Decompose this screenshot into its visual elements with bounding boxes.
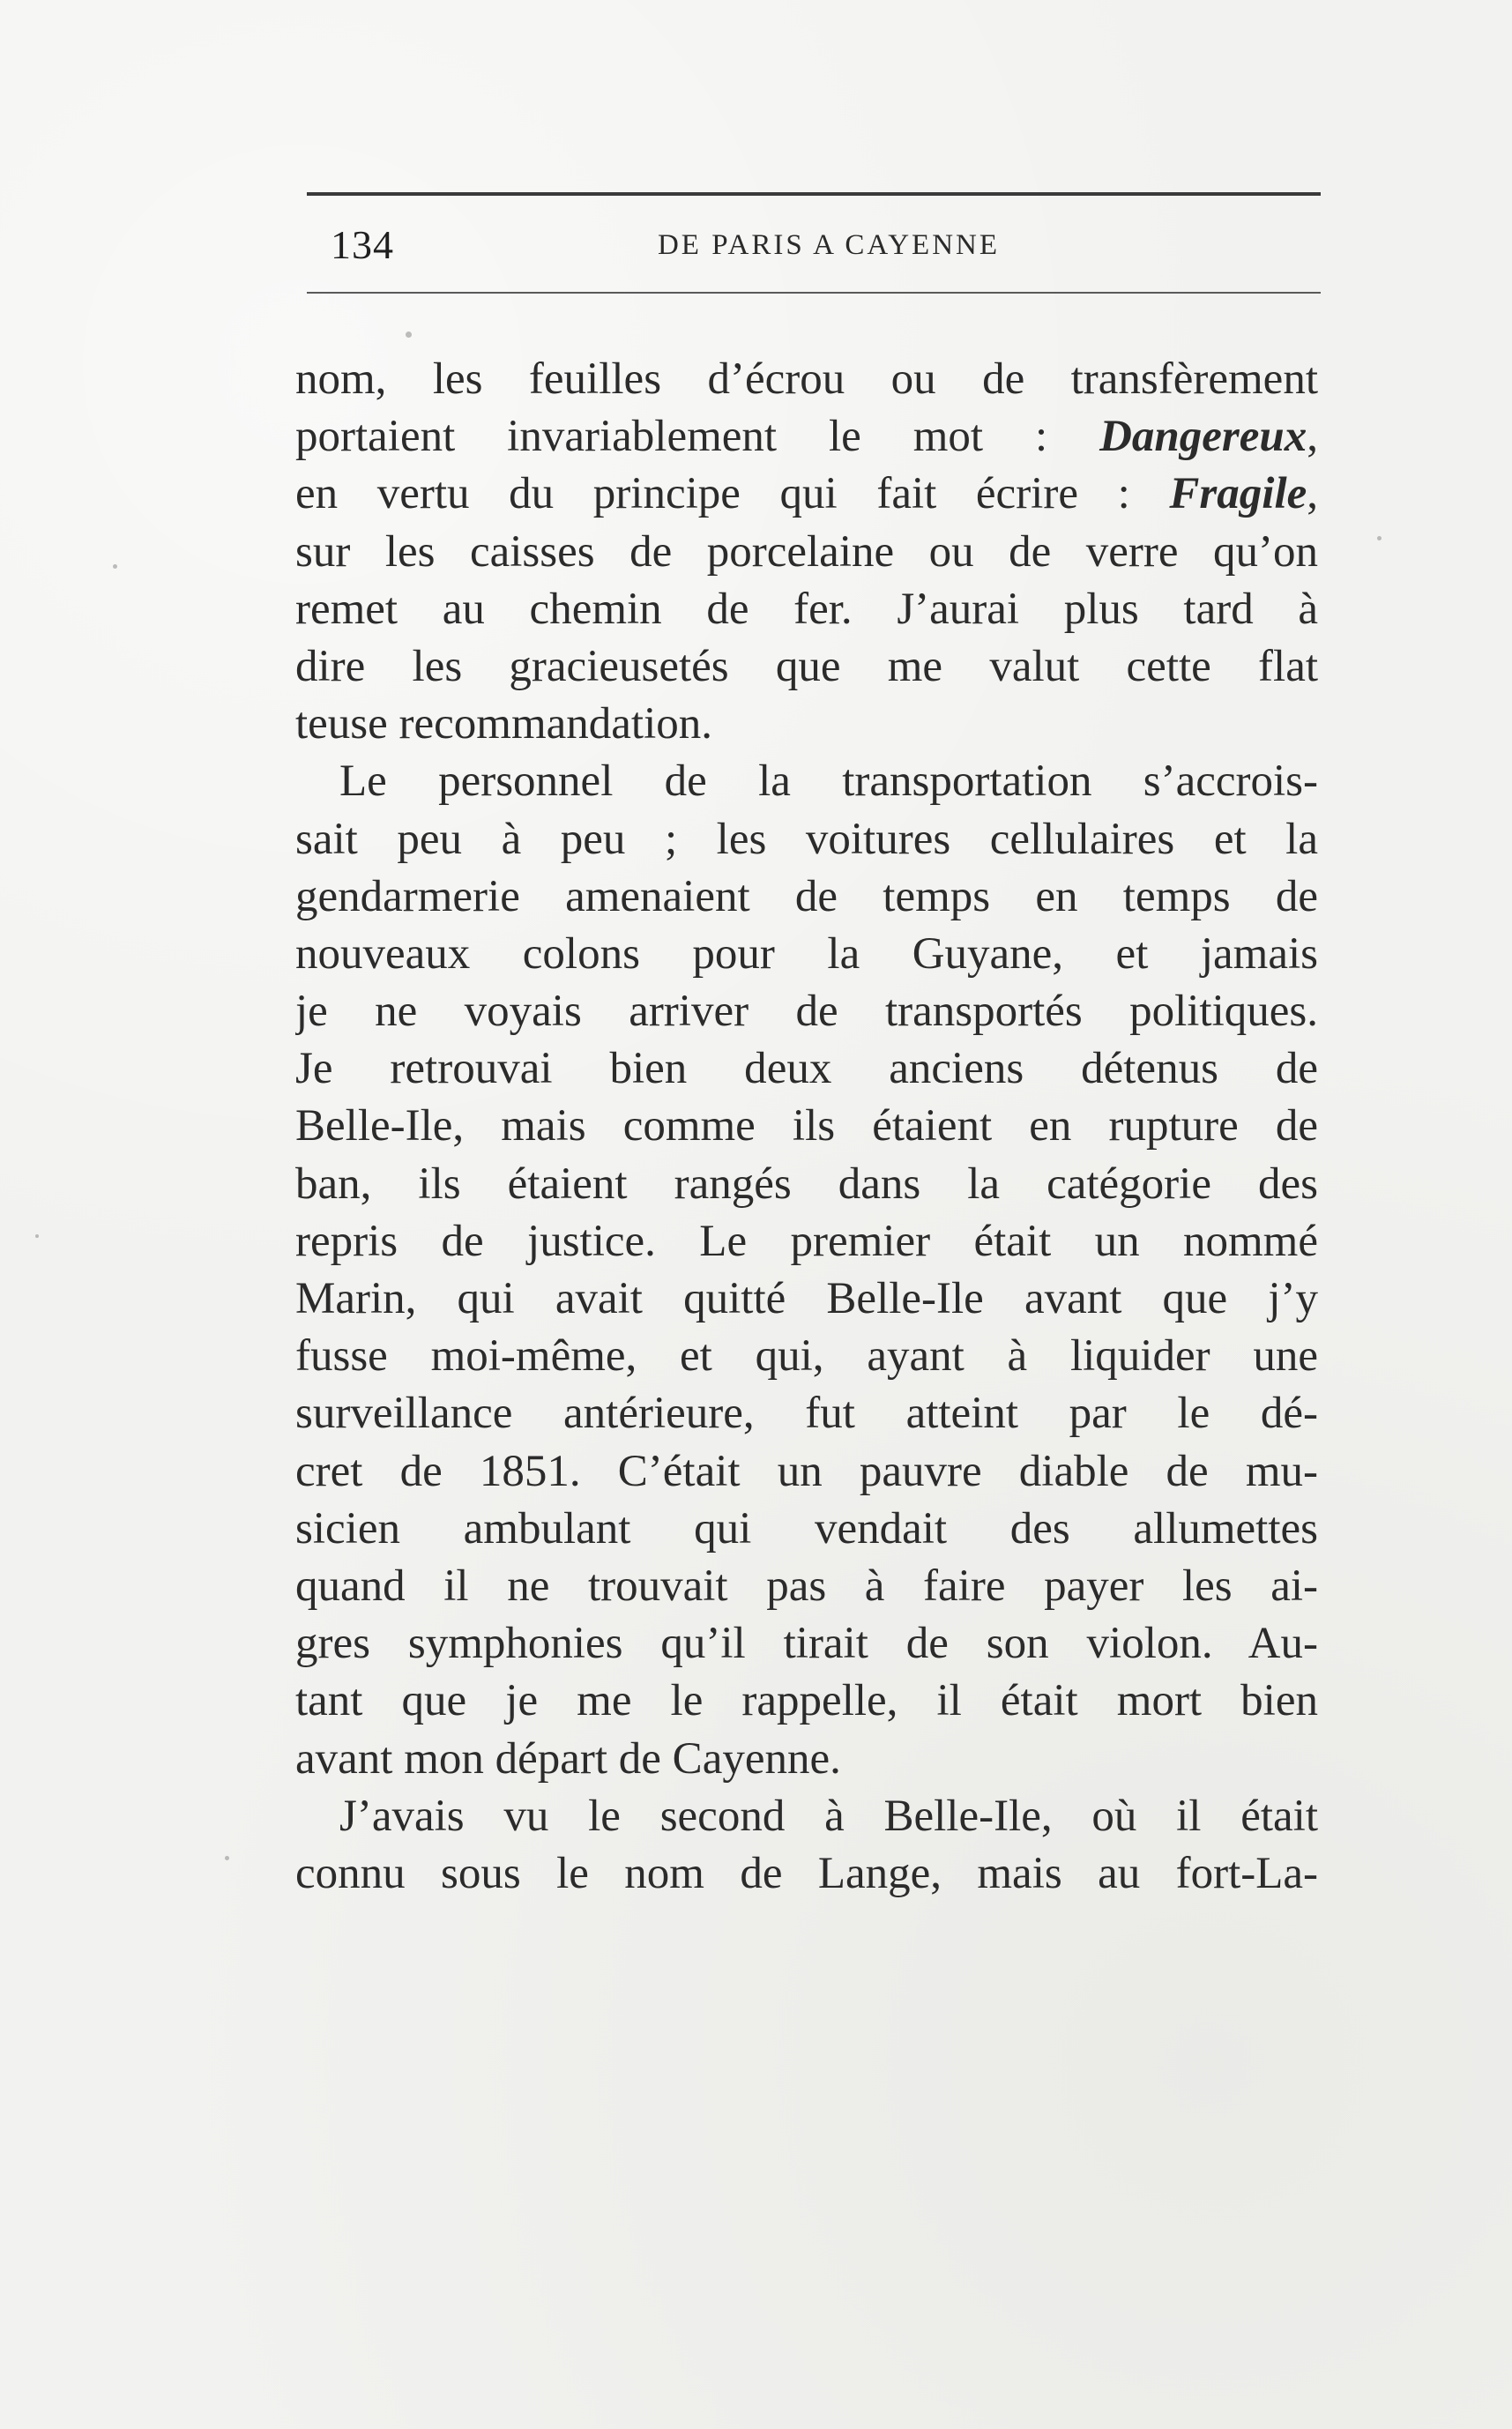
text-line: quand il ne trouvait pas à faire payer les ai- bbox=[295, 1561, 1318, 1611]
text-line: nom, les feuilles d’écrou ou de transfèrement bbox=[295, 354, 1318, 404]
text-line: surveillance antérieure, fut atteint par le dé- bbox=[295, 1389, 1318, 1439]
text-line: Belle-Ile, mais comme ils étaient en rupture de bbox=[295, 1101, 1318, 1151]
text-run: , bbox=[1307, 469, 1318, 519]
text-line: repris de justice. Le premier était un nommé bbox=[295, 1216, 1318, 1266]
text-line: sur les caisses de porcelaine ou de verre qu’on bbox=[295, 526, 1318, 577]
text-line bbox=[295, 466, 1318, 523]
paper-speck bbox=[113, 564, 117, 569]
text-run: portaient invariablement le mot : bbox=[295, 412, 1100, 462]
body-text bbox=[295, 351, 1318, 1903]
text-line: remet au chemin de fer. J’aurai plus tard à bbox=[295, 584, 1318, 634]
text-line: connu sous le nom de Lange, mais au fort-La- bbox=[295, 1848, 1318, 1898]
text-line: fusse moi-même, et qui, ayant à liquider une bbox=[295, 1331, 1318, 1382]
text-line: nouveaux colons pour la Guyane, et jamais bbox=[295, 928, 1318, 979]
text-line: sicien ambulant qui vendait des allumettes bbox=[295, 1503, 1318, 1554]
page-header bbox=[331, 219, 1309, 272]
text-line: Marin, qui avait quitté Belle-Ile avant que j’y bbox=[295, 1274, 1318, 1323]
text-line: ban, ils étaient rangés dans la catégorie des bbox=[295, 1159, 1318, 1209]
text-line: cret de 1851. C’était un pauvre diable de mu- bbox=[295, 1446, 1318, 1496]
page-number: 134 bbox=[331, 222, 394, 267]
text-line: gendarmerie amenaient de temps en temps de bbox=[295, 871, 1318, 921]
header-bottom-rule bbox=[307, 292, 1321, 294]
emphasized-word: Dangereux bbox=[1099, 412, 1307, 462]
text-run: en vertu du principe qui fait écrire : bbox=[295, 469, 1170, 519]
text-line: je ne voyais arriver de transportés politiques. bbox=[295, 987, 1318, 1037]
text-line: tant que je me le rappelle, il était mort bien bbox=[295, 1676, 1318, 1726]
running-head: DE PARIS A CAYENNE bbox=[657, 229, 1001, 261]
text-line: gres symphonies qu’il tirait de son violon. Au- bbox=[295, 1619, 1318, 1669]
paper-speck bbox=[1377, 536, 1382, 540]
text-run: , bbox=[1307, 412, 1318, 462]
emphasized-word: Fragile bbox=[1169, 469, 1307, 519]
text-line bbox=[295, 408, 1318, 466]
paragraph-first-line: J’avais vu le second à Belle-Ile, où il était bbox=[339, 1791, 1318, 1841]
text-line: avant mon départ de Cayenne. bbox=[295, 1733, 841, 1784]
text-line: sait peu à peu ; les voitures cellulaires et la bbox=[295, 814, 1318, 864]
paragraph-first-line: Le personnel de la transportation s’accrois- bbox=[339, 756, 1318, 807]
paper-speck bbox=[35, 1234, 39, 1238]
text-line: Je retrouvai bien deux anciens détenus de bbox=[295, 1044, 1318, 1094]
header-top-rule bbox=[307, 192, 1321, 196]
paper-speck bbox=[225, 1856, 229, 1860]
paper-speck bbox=[406, 332, 412, 338]
text-line: dire les gracieusetés que me valut cette flat bbox=[295, 641, 1318, 691]
text-line: teuse recommandation. bbox=[295, 699, 712, 749]
